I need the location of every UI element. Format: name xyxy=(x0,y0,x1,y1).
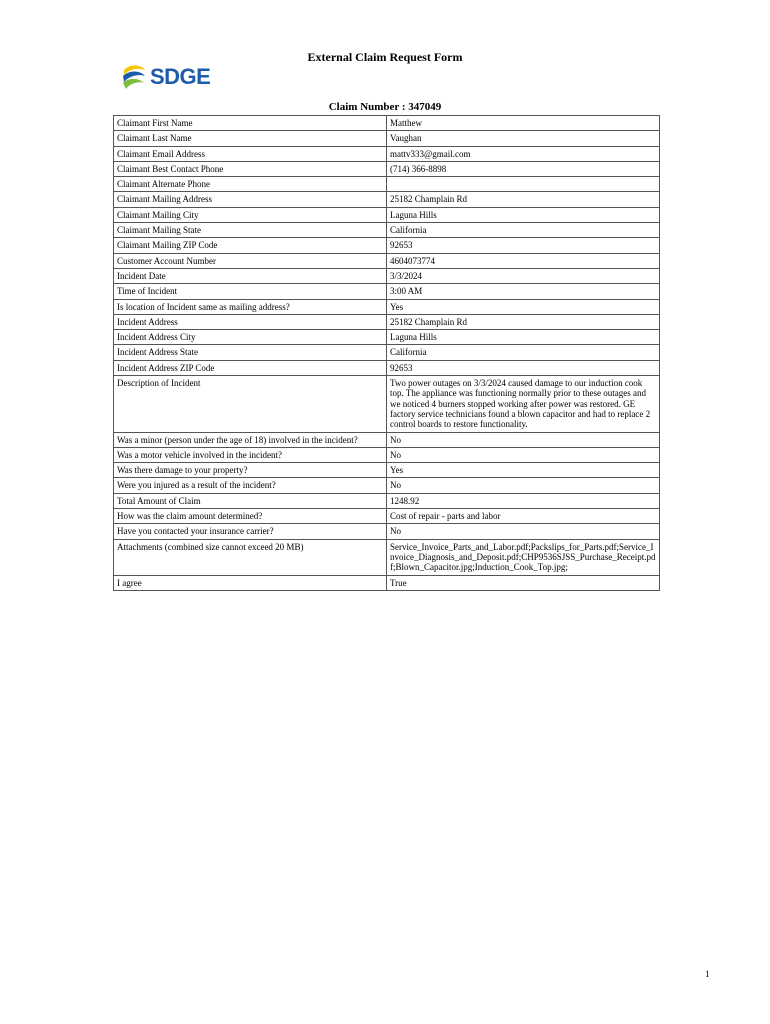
table-row xyxy=(114,345,660,360)
field-label: Claimant Last Name xyxy=(114,131,387,146)
field-value: True xyxy=(387,575,660,590)
table-row xyxy=(114,330,660,345)
field-label: Claimant Mailing State xyxy=(114,223,387,238)
field-label: Claimant Mailing Address xyxy=(114,192,387,207)
table-row xyxy=(114,463,660,478)
field-value: Vaughan xyxy=(387,131,660,146)
page-number: 1 xyxy=(705,969,710,979)
table-row xyxy=(114,478,660,493)
field-label: I agree xyxy=(114,575,387,590)
table-row xyxy=(114,284,660,299)
sdge-logo xyxy=(121,62,221,92)
table-row xyxy=(114,116,660,131)
field-value: No xyxy=(387,478,660,493)
field-label: Claimant First Name xyxy=(114,116,387,131)
field-value: Yes xyxy=(387,299,660,314)
field-value: No xyxy=(387,524,660,539)
field-label: Description of Incident xyxy=(114,376,387,432)
table-row xyxy=(114,524,660,539)
field-value: No xyxy=(387,432,660,447)
field-value: mattv333@gmail.com xyxy=(387,146,660,161)
field-value: California xyxy=(387,345,660,360)
field-label: Incident Address xyxy=(114,314,387,329)
field-label: Claimant Best Contact Phone xyxy=(114,161,387,176)
field-value: (714) 366-8898 xyxy=(387,161,660,176)
claim-number: Claim Number : 347049 xyxy=(328,101,442,113)
field-label: Claimant Mailing ZIP Code xyxy=(114,238,387,253)
incident-description: Two power outages on 3/3/2024 caused damage to our induction cook top. The appliance was functioning normally prior to these outages and we noticed 4 burners stopped working after power was restored. GE factory service technicians found a blown capacitor and had to replace 2 control boards to restore functionality. xyxy=(387,376,660,432)
field-label: Is location of Incident same as mailing address? xyxy=(114,299,387,314)
field-label: Total Amount of Claim xyxy=(114,493,387,508)
field-value: Matthew xyxy=(387,116,660,131)
sdge-logo-icon xyxy=(121,63,147,91)
table-row xyxy=(114,360,660,375)
table-row xyxy=(114,493,660,508)
table-row xyxy=(114,539,660,575)
table-row xyxy=(114,253,660,268)
field-value: Yes xyxy=(387,463,660,478)
field-value: 3:00 AM xyxy=(387,284,660,299)
table-row xyxy=(114,268,660,283)
table-row xyxy=(114,376,660,432)
claim-details-table xyxy=(113,115,660,591)
field-value: 92653 xyxy=(387,238,660,253)
table-row xyxy=(114,299,660,314)
table-row xyxy=(114,575,660,590)
form-title: External Claim Request Form xyxy=(307,50,463,64)
field-label: Customer Account Number xyxy=(114,253,387,268)
table-row xyxy=(114,314,660,329)
table-row xyxy=(114,161,660,176)
field-value: Laguna Hills xyxy=(387,330,660,345)
logo-text: SDGE xyxy=(150,64,211,89)
field-label: Incident Address ZIP Code xyxy=(114,360,387,375)
field-value: 4604073774 xyxy=(387,253,660,268)
field-label: Incident Address State xyxy=(114,345,387,360)
field-value: 25182 Champlain Rd xyxy=(387,192,660,207)
claim-amount: 1248.92 xyxy=(387,493,660,508)
field-label: Were you injured as a result of the incident? xyxy=(114,478,387,493)
attachments-list: Service_Invoice_Parts_and_Labor.pdf;Packslips_for_Parts.pdf;Service_Invoice_Diagnosis_and_Deposit.pdf;CHP9536SJSS_Purchase_Receipt.pdf;Blown_Capacitor.jpg;Induction_Cook_Top.jpg; xyxy=(387,539,660,575)
table-row xyxy=(114,238,660,253)
field-label: Was a motor vehicle involved in the incident? xyxy=(114,447,387,462)
field-label: Attachments (combined size cannot exceed 20 MB) xyxy=(114,539,387,575)
field-value: Laguna Hills xyxy=(387,207,660,222)
field-value: Cost of repair - parts and labor xyxy=(387,509,660,524)
field-label: Time of Incident xyxy=(114,284,387,299)
table-row xyxy=(114,509,660,524)
field-label: How was the claim amount determined? xyxy=(114,509,387,524)
field-label: Have you contacted your insurance carrier? xyxy=(114,524,387,539)
table-row xyxy=(114,447,660,462)
table-row xyxy=(114,207,660,222)
table-row xyxy=(114,177,660,192)
field-label: Was a minor (person under the age of 18) involved in the incident? xyxy=(114,432,387,447)
field-value: California xyxy=(387,223,660,238)
field-label: Claimant Mailing City xyxy=(114,207,387,222)
field-label: Claimant Alternate Phone xyxy=(114,177,387,192)
field-value: 92653 xyxy=(387,360,660,375)
field-label: Was there damage to your property? xyxy=(114,463,387,478)
table-row xyxy=(114,192,660,207)
field-value: No xyxy=(387,447,660,462)
field-value xyxy=(387,177,660,192)
table-row xyxy=(114,131,660,146)
field-label: Claimant Email Address xyxy=(114,146,387,161)
table-row xyxy=(114,432,660,447)
field-label: Incident Address City xyxy=(114,330,387,345)
field-label: Incident Date xyxy=(114,268,387,283)
field-value: 3/3/2024 xyxy=(387,268,660,283)
field-value: 25182 Champlain Rd xyxy=(387,314,660,329)
table-row xyxy=(114,146,660,161)
table-row xyxy=(114,223,660,238)
